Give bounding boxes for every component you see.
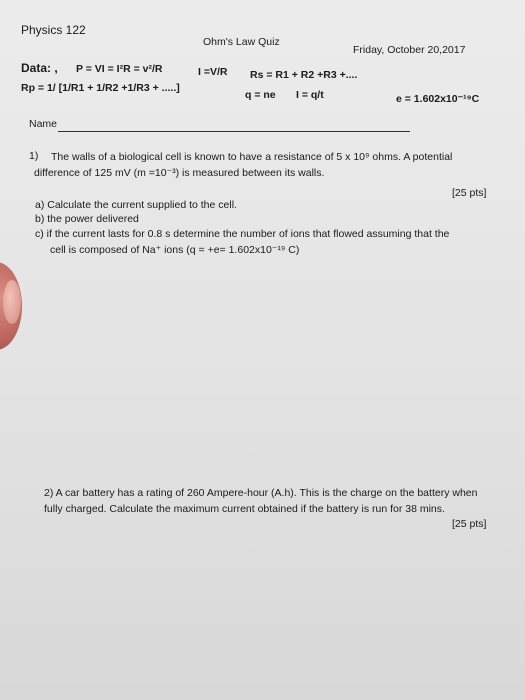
q1-line2: difference of 125 mV (m =10⁻³) is measured between its walls. bbox=[34, 167, 325, 179]
q1-part-c-line1: c) if the current lasts for 0.8 s determine the number of ions that flowed assuming that the bbox=[35, 228, 450, 240]
thumbnail-nail bbox=[3, 280, 21, 324]
ohms-law-formula: I =V/R bbox=[198, 66, 228, 78]
q2-line1: 2) A car battery has a rating of 260 Ampere-hour (A.h). This is the charge on the battery when bbox=[44, 487, 478, 499]
quiz-date: Friday, October 20,2017 bbox=[353, 44, 466, 56]
charge-formula: q = ne bbox=[245, 89, 276, 101]
current-charge-formula: I = q/t bbox=[296, 89, 324, 101]
name-label: Name bbox=[29, 118, 58, 130]
data-label: Data: , bbox=[21, 61, 58, 75]
parallel-resistance-formula: Rp = 1/ [1/R1 + 1/R2 +1/R3 + .....] bbox=[21, 82, 180, 94]
q2-line2: fully charged. Calculate the maximum current obtained if the battery is run for 38 mins. bbox=[44, 503, 445, 515]
name-underline bbox=[58, 131, 410, 132]
q1-number: 1) bbox=[29, 150, 39, 162]
elementary-charge: e = 1.602x10⁻¹⁹C bbox=[396, 93, 480, 105]
q1-part-c-line2: cell is composed of Na⁺ ions (q = +e= 1.602x10⁻¹⁹ C) bbox=[50, 244, 300, 256]
course-title: Physics 122 bbox=[21, 23, 86, 37]
series-resistance-formula: Rs = R1 + R2 +R3 +.... bbox=[250, 69, 358, 81]
quiz-title: Ohm's Law Quiz bbox=[203, 36, 280, 48]
q1-part-b: b) the power delivered bbox=[35, 213, 139, 225]
q1-points: [25 pts] bbox=[452, 187, 487, 199]
q2-points: [25 pts] bbox=[452, 518, 487, 530]
q1-line1: The walls of a biological cell is known to have a resistance of 5 x 10⁹ ohms. A potential bbox=[51, 151, 453, 163]
q1-part-a: a) Calculate the current supplied to the cell. bbox=[35, 199, 237, 211]
power-formula: P = VI = I²R = v²/R bbox=[76, 63, 163, 75]
